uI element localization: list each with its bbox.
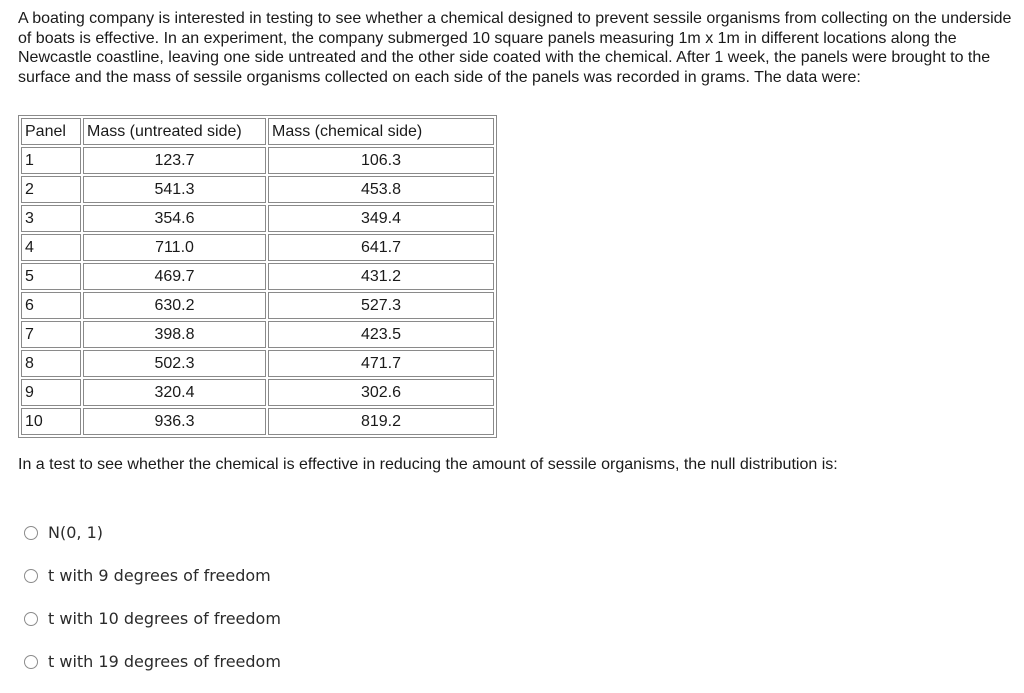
radio-button[interactable]	[24, 526, 38, 540]
cell-panel: 8	[21, 350, 81, 377]
answer-options	[24, 511, 281, 683]
option-label[interactable]: N(0, 1)	[48, 523, 103, 542]
cell-untreated: 936.3	[83, 408, 266, 435]
cell-panel: 3	[21, 205, 81, 232]
answer-option[interactable]	[24, 511, 281, 554]
cell-panel: 9	[21, 379, 81, 406]
radio-button[interactable]	[24, 569, 38, 583]
header-untreated: Mass (untreated side)	[83, 118, 266, 145]
cell-chemical: 302.6	[268, 379, 494, 406]
header-panel: Panel	[21, 118, 81, 145]
cell-untreated: 541.3	[83, 176, 266, 203]
cell-untreated: 123.7	[83, 147, 266, 174]
cell-untreated: 630.2	[83, 292, 266, 319]
table-row	[21, 408, 494, 435]
cell-untreated: 469.7	[83, 263, 266, 290]
table-row	[21, 263, 494, 290]
answer-option[interactable]	[24, 554, 281, 597]
cell-untreated: 320.4	[83, 379, 266, 406]
table-row	[21, 379, 494, 406]
table-row	[21, 292, 494, 319]
table-row	[21, 205, 494, 232]
cell-panel: 4	[21, 234, 81, 261]
radio-button[interactable]	[24, 655, 38, 669]
answer-option[interactable]	[24, 640, 281, 683]
cell-panel: 7	[21, 321, 81, 348]
cell-untreated: 354.6	[83, 205, 266, 232]
cell-panel: 5	[21, 263, 81, 290]
table-row	[21, 234, 494, 261]
table-row	[21, 350, 494, 377]
cell-untreated: 398.8	[83, 321, 266, 348]
answer-option[interactable]	[24, 597, 281, 640]
option-label[interactable]: t with 19 degrees of freedom	[48, 652, 281, 671]
cell-untreated: 502.3	[83, 350, 266, 377]
cell-chemical: 819.2	[268, 408, 494, 435]
radio-button[interactable]	[24, 612, 38, 626]
cell-chemical: 106.3	[268, 147, 494, 174]
table-row	[21, 321, 494, 348]
cell-untreated: 711.0	[83, 234, 266, 261]
cell-panel: 6	[21, 292, 81, 319]
cell-chemical: 641.7	[268, 234, 494, 261]
cell-panel: 10	[21, 408, 81, 435]
option-label[interactable]: t with 10 degrees of freedom	[48, 609, 281, 628]
question-text: A boating company is interested in testing to see whether a chemical designed to prevent sessile organisms from collecting on the underside of boats is effective. In an experiment, the company submerged 10 square panels measuring 1m x 1m in different locations along the Newcastle coastline, leaving one side untreated and the other side coated with the chemical. After 1 week, the panels were brought to the surface and the mass of sessile organisms collected on each side of the panels was recorded in grams. The data were:	[18, 10, 1012, 86]
table-header-row	[21, 118, 494, 145]
table-row	[21, 147, 494, 174]
cell-chemical: 423.5	[268, 321, 494, 348]
cell-chemical: 527.3	[268, 292, 494, 319]
cell-chemical: 349.4	[268, 205, 494, 232]
cell-chemical: 453.8	[268, 176, 494, 203]
cell-panel: 2	[21, 176, 81, 203]
table-row	[21, 176, 494, 203]
option-label[interactable]: t with 9 degrees of freedom	[48, 566, 271, 585]
cell-chemical: 471.7	[268, 350, 494, 377]
header-chemical: Mass (chemical side)	[268, 118, 494, 145]
cell-chemical: 431.2	[268, 263, 494, 290]
prompt-text: In a test to see whether the chemical is effective in reducing the amount of sessile organisms, the null distribution is:	[18, 456, 838, 473]
cell-panel: 1	[21, 147, 81, 174]
data-table	[18, 115, 497, 438]
